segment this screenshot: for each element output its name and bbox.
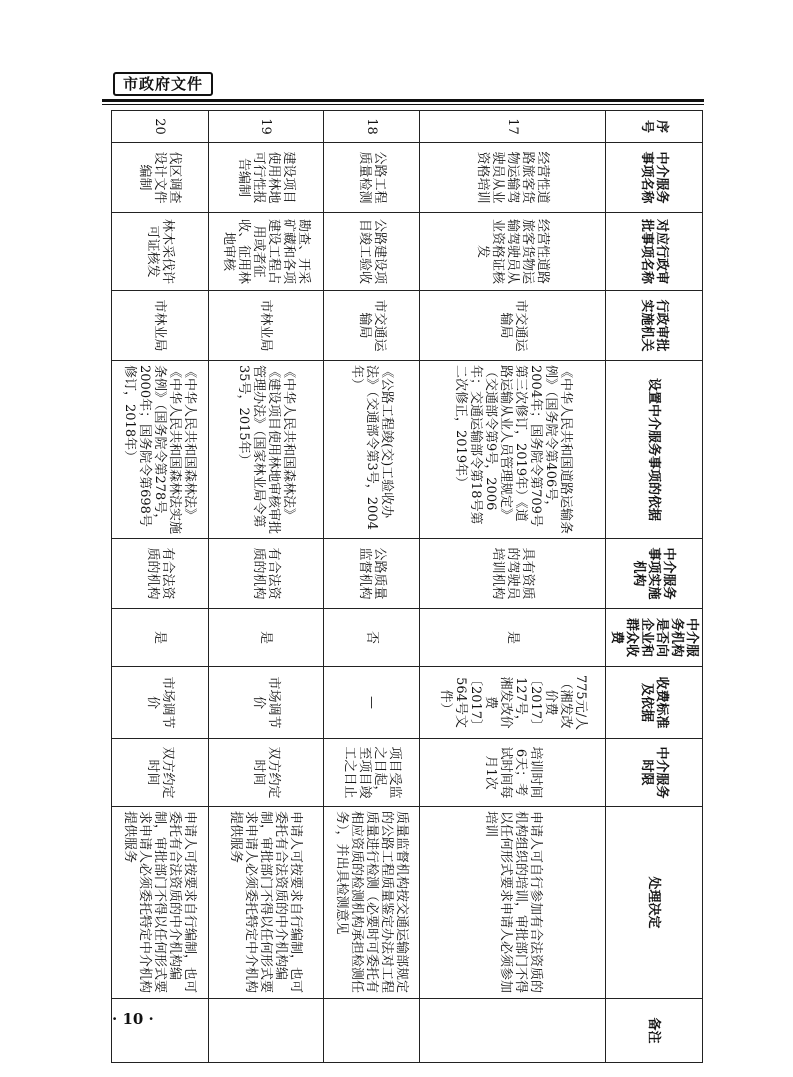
col-header-service-name: 中介服务事项名称 [606,143,703,213]
cell-decision: 申请人可按要求自行编制，也可委托有合法资质的中介机构编制，审批部门不得以任何形式要求申请人必须委托特定中介机构提供服务 [208,807,323,999]
cell-decision: 申请人可自行参加有合法资质的机构组织的培训，审批部门不得以任何形式要求申请人必须参加培训 [420,807,606,999]
cell-fee: 775元/人（湘发改价费〔2017〕127号，湘发改价费〔2017〕564号文件） [420,667,606,739]
cell-basis: 《公路工程竣(交)工验收办法》（交通部令第3号，2004年） [323,361,420,539]
col-header-decision: 处理决定 [606,807,703,999]
col-header-approval-name: 对应行政审批事项名称 [606,213,703,291]
cell-remark [208,999,323,1063]
cell-time: 培训时间6天；考试时间每月1次 [420,739,606,807]
col-header-time: 中介服务时限 [606,739,703,807]
cell-fee: — [323,667,420,739]
cell-service-name: 经营性道路旅客货物运输驾驶员从业资格培训 [420,143,606,213]
table-row [208,111,323,1063]
cell-fee: 市场调节价 [208,667,323,739]
col-header-seq: 序号 [606,111,703,143]
cell-basis: 《中华人民共和国森林法》《建设项目使用林地审核审批管理办法》（国家林业局令第35号，2015年） [208,361,323,539]
cell-basis: 《中华人民共和国森林法》《中华人民共和国森林法实施条例》（国务院令第278号，2000年；国务院令第698号修订，2018年） [112,361,209,539]
table-header-row [606,111,703,1063]
col-header-authority: 行政审批实施机关 [606,291,703,361]
cell-service-name: 公路工程质量检测 [323,143,420,213]
cell-time: 项目受监之日起，至项目竣工之日止 [323,739,420,807]
col-header-charge: 中介服务机构是否向企业和群众收费 [606,609,703,667]
cell-provider: 有合法资质的机构 [208,539,323,609]
cell-provider: 具有资质的驾驶员培训机构 [420,539,606,609]
cell-approval-name: 经营性道路旅客货物运输驾驶员从业资格证核发 [420,213,606,291]
cell-seq: 17 [420,111,606,143]
page-number: · 10 · [112,1010,154,1028]
cell-charge: 是 [208,609,323,667]
cell-remark [323,999,420,1063]
cell-charge: 是 [112,609,209,667]
document-header-tag: 市政府文件 [113,72,213,96]
cell-basis: 《中华人民共和国道路运输条例》（国务院令第406号，2004年；国务院令第709号第三次修订，2019年）《道路运输从业人员管理规定》（交通部令第9号，2006年；交通运输部令第18号第二次修正，2019年） [420,361,606,539]
cell-remark [112,999,209,1063]
cell-decision: 质量监督机构按交通运输部规定的公路工程质量鉴定办法对工程质量进行检测（必要时可委托有相应资质的检测机构承担检测任务），并出具检测意见 [323,807,420,999]
cell-authority: 市林业局 [208,291,323,361]
col-header-basis: 设置中介服务事项的依据 [606,361,703,539]
cell-approval-name: 勘查、开采矿藏和各项建设工程占用或者征收、征用林地审核 [208,213,323,291]
col-header-provider: 中介服务事项实施机构 [606,539,703,609]
cell-service-name: 建设项目使用林地可行性报告编制 [208,143,323,213]
col-header-remark: 备注 [606,999,703,1063]
cell-fee: 市场调节价 [112,667,209,739]
cell-time: 双方约定时间 [112,739,209,807]
table-row [112,111,209,1063]
cell-provider: 有合法资质的机构 [112,539,209,609]
cell-approval-name: 林木采伐许可证核发 [112,213,209,291]
cell-authority: 市交通运输局 [323,291,420,361]
intermediary-services-table [111,110,703,1063]
table-row [323,111,420,1063]
header-rule-thin [102,104,704,105]
header-rule-thick [102,99,704,102]
cell-time: 双方约定时间 [208,739,323,807]
cell-seq: 19 [208,111,323,143]
cell-remark [420,999,606,1063]
cell-charge: 是 [420,609,606,667]
cell-seq: 18 [323,111,420,143]
col-header-fee: 收费标准及依据 [606,667,703,739]
cell-decision: 申请人可按要求自行编制，也可委托有合法资质的中介机构编制，审批部门不得以任何形式要求申请人必须委托特定中介机构提供服务 [112,807,209,999]
cell-seq: 20 [112,111,209,143]
cell-approval-name: 公路建设项目竣工验收 [323,213,420,291]
cell-authority: 市林业局 [112,291,209,361]
cell-authority: 市交通运输局 [420,291,606,361]
cell-provider: 公路质量监督机构 [323,539,420,609]
cell-charge: 否 [323,609,420,667]
table-row [420,111,606,1063]
cell-service-name: 伐区调查设计文件编制 [112,143,209,213]
